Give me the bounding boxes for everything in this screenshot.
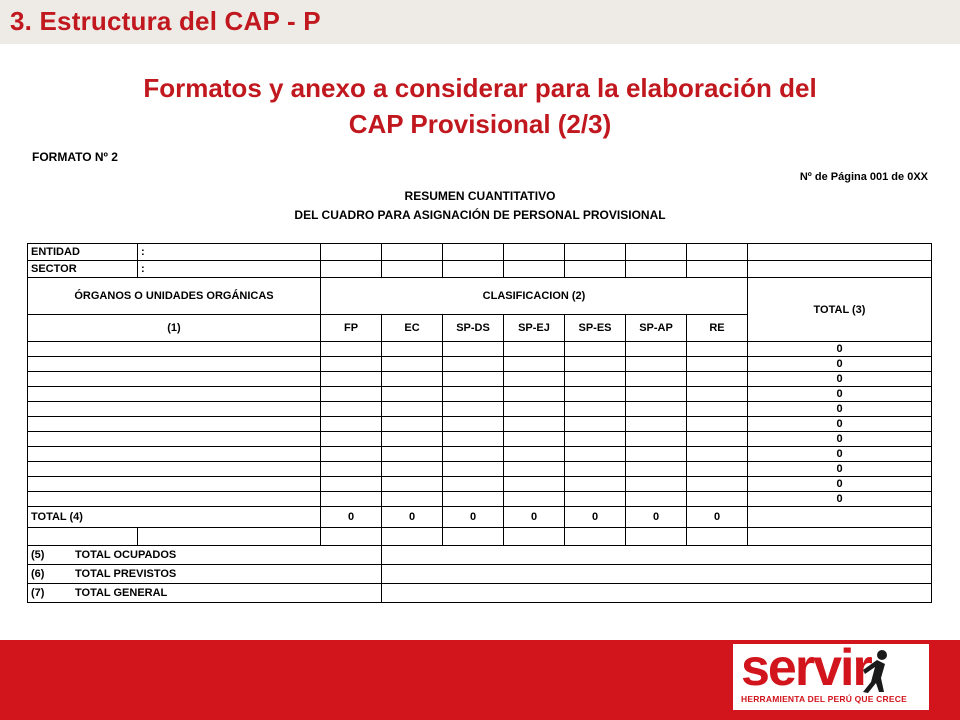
table-row [28, 402, 932, 417]
row-total: 0 [748, 432, 932, 447]
entidad-value: : [138, 244, 321, 261]
summary-number: (6) [31, 568, 45, 580]
logo-wordmark: servir [741, 639, 871, 697]
sector-label: SECTOR [28, 261, 138, 278]
table-row [28, 372, 932, 387]
heading-line-2: CAP Provisional (2/3) [348, 109, 612, 139]
cap-summary-table [27, 243, 932, 603]
total-4-value: 0 [687, 507, 748, 528]
total-4-value: 0 [626, 507, 687, 528]
entidad-label: ENTIDAD [28, 244, 138, 261]
column-header: SP-DS [443, 315, 504, 342]
sector-value: : [138, 261, 321, 278]
total-header: TOTAL (3) [748, 278, 932, 342]
column-header: SP-ES [565, 315, 626, 342]
table-row [28, 387, 932, 402]
formato-label: FORMATO Nº 2 [32, 150, 118, 164]
row-total: 0 [748, 417, 932, 432]
column-header: EC [382, 315, 443, 342]
summary-row [28, 546, 932, 565]
summary-total-previstos [28, 565, 382, 584]
summary-total-ocupados [28, 546, 382, 565]
table-row [28, 462, 932, 477]
table-row [28, 417, 932, 432]
row-total: 0 [748, 357, 932, 372]
total-4-value: 0 [504, 507, 565, 528]
column-header: FP [321, 315, 382, 342]
heading-line-1: Formatos y anexo a considerar para la elaboración del [143, 73, 817, 103]
column-header: RE [687, 315, 748, 342]
servir-logo [733, 639, 929, 710]
table-row [28, 432, 932, 447]
summary-total-general [28, 584, 382, 603]
row-total: 0 [748, 402, 932, 417]
summary-number: (5) [31, 549, 45, 561]
logo-tagline: HERRAMIENTA DEL PERÚ QUE CRECE [741, 694, 907, 704]
organos-number: (1) [28, 315, 321, 342]
row-total: 0 [748, 372, 932, 387]
total-4-value: 0 [382, 507, 443, 528]
column-header: SP-AP [626, 315, 687, 342]
row-total: 0 [748, 387, 932, 402]
row-total: 0 [748, 447, 932, 462]
table-row [28, 477, 932, 492]
total-4-label: TOTAL (4) [28, 507, 321, 528]
title-bar [0, 0, 960, 44]
slide-title: 3. Estructura del CAP - P [10, 6, 321, 36]
header-row-1 [28, 278, 932, 315]
total-4-value: 0 [321, 507, 382, 528]
total-4-value: 0 [565, 507, 626, 528]
summary-number: (7) [31, 587, 45, 599]
table-row [28, 342, 932, 357]
summary-label: TOTAL PREVISTOS [75, 568, 177, 580]
page-number-label: Nº de Página 001 de 0XX [799, 171, 928, 183]
table-row [28, 357, 932, 372]
summary-label: TOTAL GENERAL [75, 587, 168, 599]
form-subtitle-1: RESUMEN CUANTITATIVO [404, 189, 556, 203]
sector-row [28, 261, 932, 278]
summary-row [28, 565, 932, 584]
total-4-value: 0 [443, 507, 504, 528]
clasificacion-header: CLASIFICACION (2) [321, 278, 748, 315]
pushing-figure-icon [855, 648, 895, 694]
organos-header: ÓRGANOS O UNIDADES ORGÁNICAS [28, 278, 321, 315]
row-total: 0 [748, 492, 932, 507]
column-header: SP-EJ [504, 315, 565, 342]
form-subtitle-2: DEL CUADRO PARA ASIGNACIÓN DE PERSONAL PROVISIONAL [294, 208, 666, 222]
table-row [28, 492, 932, 507]
row-total: 0 [748, 477, 932, 492]
table-row [28, 447, 932, 462]
summary-label: TOTAL OCUPADOS [75, 549, 177, 561]
row-total: 0 [748, 462, 932, 477]
summary-row [28, 584, 932, 603]
row-total: 0 [748, 342, 932, 357]
blank-row [28, 528, 932, 546]
total-4-row [28, 507, 932, 528]
entidad-row [28, 244, 932, 261]
